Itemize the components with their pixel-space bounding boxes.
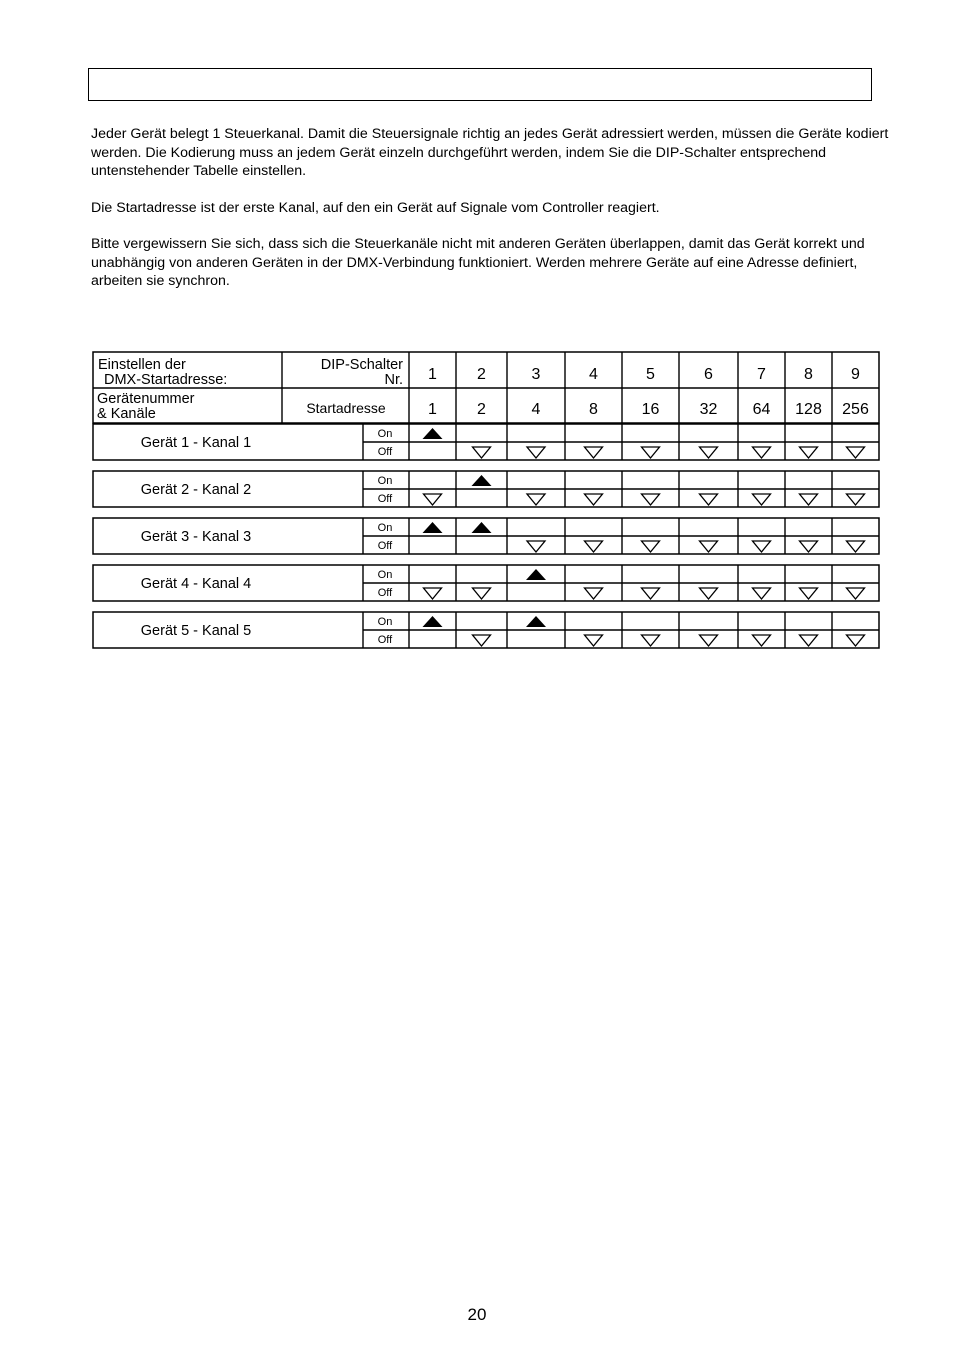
device-label: Gerät 3 - Kanal 3 bbox=[140, 529, 252, 545]
switch-off-icon bbox=[753, 447, 771, 458]
switch-off-icon bbox=[473, 635, 491, 646]
switch-off-icon bbox=[700, 494, 718, 505]
switch-off-icon bbox=[585, 635, 603, 646]
switch-off-icon bbox=[847, 588, 865, 599]
switch-off-icon bbox=[527, 447, 545, 458]
switch-value: 256 bbox=[842, 401, 869, 418]
switch-off-icon bbox=[527, 494, 545, 505]
switch-off-icon bbox=[800, 447, 818, 458]
switch-off-icon bbox=[800, 541, 818, 552]
switch-off-icon bbox=[642, 494, 660, 505]
switch-off-icon bbox=[847, 447, 865, 458]
switch-value: 16 bbox=[641, 401, 660, 418]
switch-value: 32 bbox=[699, 401, 718, 418]
switch-number: 8 bbox=[804, 366, 813, 383]
switch-off-icon bbox=[585, 447, 603, 458]
switch-off-icon bbox=[642, 541, 660, 552]
off-label: Off bbox=[377, 587, 393, 599]
switch-off-icon bbox=[424, 494, 442, 505]
on-label: On bbox=[377, 616, 393, 628]
switch-number: 4 bbox=[589, 366, 598, 383]
switch-value: 128 bbox=[795, 401, 822, 418]
device-label: Gerät 1 - Kanal 1 bbox=[140, 435, 252, 451]
switch-value: 8 bbox=[589, 401, 598, 418]
switch-value: 64 bbox=[752, 401, 771, 418]
off-label: Off bbox=[377, 493, 393, 505]
address-label-line1: Gerätenummer bbox=[97, 391, 195, 407]
on-label: On bbox=[377, 569, 393, 581]
header-label-line2: DMX-Startadresse: bbox=[104, 372, 228, 388]
switch-off-icon bbox=[847, 635, 865, 646]
switch-off-icon bbox=[527, 541, 545, 552]
switch-number: 2 bbox=[477, 366, 486, 383]
on-label: On bbox=[377, 475, 393, 487]
switch-off-icon bbox=[473, 588, 491, 599]
switch-on-icon bbox=[423, 522, 443, 533]
paragraph-2: Die Startadresse ist der erste Kanal, auf den ein Gerät auf Signale vom Controller reagiert. bbox=[91, 199, 660, 216]
switch-off-icon bbox=[585, 588, 603, 599]
switch-off-icon bbox=[753, 494, 771, 505]
off-label: Off bbox=[377, 446, 393, 458]
switch-on-icon bbox=[423, 428, 443, 439]
switch-on-icon bbox=[526, 569, 546, 580]
device-label: Gerät 2 - Kanal 2 bbox=[140, 482, 252, 498]
paragraph-1: Jeder Gerät belegt 1 Steuerkanal. Damit die Steuersignale richtig an jedes Gerät adressiert werden, müssen die Geräte kodiert werden. Die Kodierung muss an jedem Gerät einzeln durchgeführt werden, indem Sie die DIP-Schalter entsprechend untenstehender Tabelle einstellen. bbox=[91, 126, 889, 179]
switch-off-icon bbox=[642, 588, 660, 599]
switch-off-icon bbox=[585, 541, 603, 552]
switch-on-icon bbox=[526, 616, 546, 627]
on-label: On bbox=[377, 428, 393, 440]
switch-off-icon bbox=[642, 447, 660, 458]
switch-off-icon bbox=[800, 588, 818, 599]
switch-number: 5 bbox=[646, 366, 655, 383]
switch-off-icon bbox=[700, 588, 718, 599]
switch-off-icon bbox=[753, 541, 771, 552]
switch-on-icon bbox=[472, 475, 492, 486]
dip-label-line2: Nr. bbox=[384, 372, 403, 388]
switch-number: 6 bbox=[704, 366, 713, 383]
switch-number: 7 bbox=[757, 366, 766, 383]
address-label-line2: & Kanäle bbox=[97, 406, 156, 422]
switch-number: 3 bbox=[531, 366, 541, 383]
paragraph-3: Bitte vergewissern Sie sich, dass sich die Steuerkanäle nicht mit anderen Geräten überlappen, damit das Gerät korrekt und unabhängig von anderen Geräten in der DMX-Verbindung funktioniert. Werden mehrere Geräte auf eine Adresse definiert, arbeiten sie synchron. bbox=[91, 236, 865, 289]
switch-off-icon bbox=[800, 635, 818, 646]
device-label: Gerät 5 - Kanal 5 bbox=[140, 623, 252, 639]
on-label: On bbox=[377, 522, 393, 534]
switch-off-icon bbox=[700, 541, 718, 552]
page-number: 20 bbox=[467, 1305, 487, 1324]
switch-off-icon bbox=[800, 494, 818, 505]
dip-label-line1: DIP-Schalter bbox=[320, 357, 403, 373]
switch-value: 2 bbox=[477, 401, 486, 418]
switch-value: 4 bbox=[531, 401, 541, 418]
switch-off-icon bbox=[473, 447, 491, 458]
header-label-line1: Einstellen der bbox=[98, 357, 186, 373]
switch-value: 1 bbox=[428, 401, 437, 418]
switch-on-icon bbox=[423, 616, 443, 627]
switch-number: 1 bbox=[428, 366, 437, 383]
off-label: Off bbox=[377, 634, 393, 646]
switch-off-icon bbox=[753, 588, 771, 599]
switch-number: 9 bbox=[851, 366, 860, 383]
switch-off-icon bbox=[847, 541, 865, 552]
off-label: Off bbox=[377, 540, 393, 552]
switch-off-icon bbox=[700, 635, 718, 646]
switch-off-icon bbox=[700, 447, 718, 458]
switch-off-icon bbox=[847, 494, 865, 505]
switch-off-icon bbox=[424, 588, 442, 599]
startadresse-label: Startadresse bbox=[306, 400, 386, 416]
switch-off-icon bbox=[753, 635, 771, 646]
switch-off-icon bbox=[585, 494, 603, 505]
switch-on-icon bbox=[472, 522, 492, 533]
device-label: Gerät 4 - Kanal 4 bbox=[140, 576, 252, 592]
switch-off-icon bbox=[642, 635, 660, 646]
